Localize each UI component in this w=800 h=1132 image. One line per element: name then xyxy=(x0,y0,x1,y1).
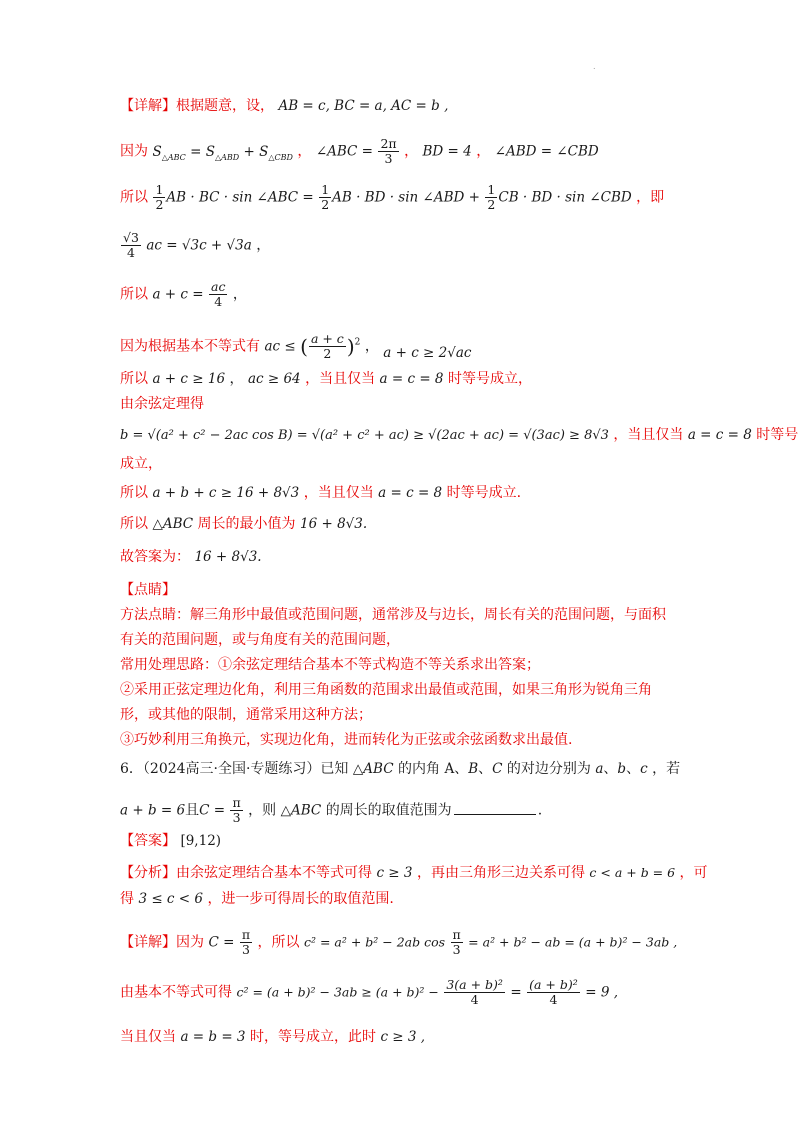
eq26b: = a² + b² − ab = (a + b)² − 3ab , xyxy=(468,934,678,950)
sep: 、 xyxy=(626,761,641,777)
remark-line-3 xyxy=(120,656,690,674)
remark-line-2 xyxy=(120,631,690,649)
text-min-perimeter: 周长的最小值为 xyxy=(197,516,296,532)
remark-line-1 xyxy=(120,606,690,624)
s-symbol-2: S xyxy=(205,143,215,160)
detail-line-3 xyxy=(120,1028,690,1046)
fraction-pi-3 xyxy=(451,928,463,957)
analysis-text: ，进一步可得周长的取值范围. xyxy=(207,891,394,907)
bd-value: BD = 4 xyxy=(422,143,472,160)
solution-line-6 xyxy=(120,332,690,361)
ineq6: a + c ≥ 2√ac xyxy=(383,344,472,361)
detail-line-2 xyxy=(120,978,690,1007)
text-equality-holds: 时等号成立. xyxy=(446,485,522,501)
remark-label xyxy=(120,581,690,599)
frac-num: π xyxy=(452,927,461,942)
c-range: 3 ≤ c < 6 xyxy=(138,891,203,907)
detail-text: 【详解】因为 xyxy=(120,934,204,951)
detail-text: ，所以 xyxy=(257,934,300,951)
frac-num: 1 xyxy=(155,182,164,197)
fraction-half xyxy=(485,183,497,212)
eq7: a = c = 8 xyxy=(379,371,444,387)
answer-value: [9,12) xyxy=(180,833,222,849)
sub-abd: △ABD xyxy=(214,152,240,162)
c-lt: c < a + b = 6 xyxy=(589,865,676,880)
equals: = xyxy=(510,984,522,1001)
frac-num: ac xyxy=(211,279,226,294)
ineq11: a + b + c ≥ 16 + 8√3 xyxy=(152,485,300,501)
text-then: ，则 xyxy=(248,802,277,819)
side-b: b xyxy=(617,761,627,777)
ineq7b: ac ≥ 64 xyxy=(247,371,301,387)
frac-num: 1 xyxy=(321,182,330,197)
remark-text: 常用处理思路：①余弦定理结合基本不等式构造不等关系求出答案； xyxy=(120,657,540,673)
eq27c: = 9 , xyxy=(585,984,618,1001)
frac-den: 2 xyxy=(155,197,164,212)
fraction-ac-4 xyxy=(209,280,227,309)
text-iff: ，当且仅当 xyxy=(303,485,374,501)
text-so: 所以 xyxy=(120,189,148,206)
angle-c: C xyxy=(492,761,503,777)
c-ge-3: c ≥ 3 xyxy=(376,865,413,881)
frac-den: 3 xyxy=(384,151,393,166)
frac-den: 2 xyxy=(487,197,496,212)
c-eq: C = xyxy=(199,802,226,819)
solution-line-4 xyxy=(120,231,690,260)
text-am-gm: 因为根据基本不等式有 xyxy=(120,338,260,355)
detail-text: 当且仅当 xyxy=(120,1029,176,1045)
eq9b: a = c = 8 xyxy=(687,427,752,443)
angles-equal: ∠ABD = ∠CBD xyxy=(494,143,599,160)
solution-line-8 xyxy=(120,395,690,413)
remark-line-5 xyxy=(120,706,690,724)
text-because: 因为 xyxy=(120,143,148,160)
text-namely: ，即 xyxy=(636,189,665,206)
solution-line-11 xyxy=(120,484,690,502)
text-answer-is: 故答案为： xyxy=(120,549,190,565)
eq26: c² = a² + b² − 2ab cos xyxy=(303,934,446,950)
text-if: ，若 xyxy=(652,761,681,777)
analysis-line-1 xyxy=(120,864,708,882)
square: 2 xyxy=(354,337,361,348)
solution-line-9 xyxy=(120,426,799,445)
text-equality: 时等号 xyxy=(756,427,799,443)
eq28a: a = b = 3 xyxy=(180,1029,246,1045)
s-symbol: S xyxy=(152,143,162,160)
remark-text: 有关的范围问题，或与角度有关的范围问题， xyxy=(120,632,400,648)
remark-line-4 xyxy=(120,681,690,699)
answer-line xyxy=(120,832,690,850)
text-holds: 成立， xyxy=(120,456,162,472)
detail-label: 【详解】根据题意，设， xyxy=(120,98,274,114)
comma: ， xyxy=(232,286,247,303)
frac-num: √3 xyxy=(123,230,139,245)
comma: ， xyxy=(476,143,491,160)
eq9: b = √(a² + c² − 2ac cos B) = √(a² + c² + ac) ≥ √(2ac + ac) = √(3ac) ≥ 8√3 xyxy=(120,428,609,443)
text-so: 所以 xyxy=(120,286,148,303)
sub-abc: △ABC xyxy=(161,152,186,162)
side-c: c xyxy=(640,761,648,777)
sep: 、 xyxy=(603,761,618,777)
fraction-half xyxy=(319,183,331,212)
comma: ， xyxy=(404,143,419,160)
eq11: a = c = 8 xyxy=(378,485,443,501)
math-setup: AB = c, BC = a, AC = b , xyxy=(278,98,449,114)
analysis-text: 【分析】由余弦定理结合基本不等式可得 xyxy=(120,865,372,881)
text-so: 所以 xyxy=(120,485,148,501)
frac-den: 3 xyxy=(452,942,461,957)
comma: ， xyxy=(297,143,312,160)
answer-value: 16 + 8√3. xyxy=(194,549,262,565)
problem-6-line-2 xyxy=(120,796,690,825)
frac-num: a + c xyxy=(310,331,344,346)
fraction-ab-4 xyxy=(527,978,580,1007)
sep: 、 xyxy=(478,761,493,777)
frac-den: 3 xyxy=(232,810,241,825)
analysis-text: ，可 xyxy=(679,865,708,881)
eq4: ac = √3c + √3a xyxy=(146,237,252,254)
frac-num: (a + b)² xyxy=(529,977,578,992)
answer-blank[interactable] xyxy=(454,802,536,815)
frac-den: 2 xyxy=(321,197,330,212)
text-cosine-law: 由余弦定理得 xyxy=(120,396,204,412)
eq3-part3: CB · BD · sin ∠CBD xyxy=(498,189,632,206)
detail-text: 时，等号成立，此时 xyxy=(249,1029,376,1045)
fraction-pi-3 xyxy=(230,796,242,825)
frac-den: 4 xyxy=(549,992,558,1007)
eq28b: c ≥ 3 , xyxy=(380,1029,426,1045)
fraction-half xyxy=(153,183,165,212)
fraction-3ab xyxy=(444,978,505,1007)
solution-line-12 xyxy=(120,515,690,533)
angle-b: B xyxy=(468,761,479,777)
solution-line-2 xyxy=(120,137,690,167)
solution-line-10 xyxy=(120,455,690,473)
solution-line-1 xyxy=(120,97,690,115)
triangle-abc: △ABC xyxy=(352,761,394,777)
analysis-text: 得 xyxy=(120,891,134,907)
paren-close: ) xyxy=(346,334,355,359)
remark-text: 方法点睛：解三角形中最值或范围问题，通常涉及与边长，周长有关的范围问题，与面积 xyxy=(120,607,666,623)
frac-num: 2π xyxy=(380,136,397,151)
fraction-ac-half xyxy=(309,332,346,361)
problem-6-line-1 xyxy=(120,760,690,778)
text-iff: ，当且仅当 xyxy=(305,371,376,387)
text-so: 所以 xyxy=(120,516,148,532)
remark-line-6 xyxy=(120,731,690,749)
angle-a: A xyxy=(444,761,455,777)
text-opposite-sides: 的对边分别为 xyxy=(506,761,591,777)
frac-den: 4 xyxy=(126,245,135,260)
solution-line-13 xyxy=(120,548,690,566)
comma: ， xyxy=(364,338,379,355)
c-eq: C = xyxy=(208,934,235,951)
frac-num: 3(a + b)² xyxy=(446,977,503,992)
text-interior-angles: 的内角 xyxy=(397,761,440,777)
frac-den: 4 xyxy=(214,294,223,309)
angle-abc: ∠ABC = xyxy=(315,143,373,160)
text-perimeter-range: 的周长的取值范围为 xyxy=(325,802,452,819)
ac-le: ac ≤ xyxy=(264,338,296,355)
detail-line-1 xyxy=(120,928,690,957)
triangle-abc: △ABC xyxy=(152,516,194,532)
eq27a: c² = (a + b)² − 3ab ≥ (a + b)² − xyxy=(236,984,439,1000)
fraction-2pi-3 xyxy=(378,137,398,166)
remark-title: 【点睛】 xyxy=(120,582,176,598)
s-symbol-3: S xyxy=(259,143,269,160)
text-and: 且 xyxy=(185,802,200,819)
frac-den: 3 xyxy=(241,942,250,957)
side-a: a xyxy=(595,761,604,777)
fraction-sqrt3-4 xyxy=(121,231,141,260)
answer-label: 【答案】 xyxy=(120,833,176,849)
period: . xyxy=(537,802,543,819)
solution-line-3 xyxy=(120,183,690,212)
analysis-text: ，再由三角形三边关系可得 xyxy=(416,865,585,881)
remark-text: ③巧妙利用三角换元，实现边化角，进而转化为正弦或余弦函数求出最值. xyxy=(120,732,573,748)
text-equality-holds: 时等号成立， xyxy=(447,371,532,387)
ineq7a: a + c ≥ 16 xyxy=(152,371,226,387)
sum-ab: a + b = 6 xyxy=(120,802,186,819)
frac-num: 1 xyxy=(487,182,496,197)
text-iff: ，当且仅当 xyxy=(613,427,684,443)
a-plus-c: a + c = xyxy=(152,286,204,303)
remark-text: 形，或其他的限制，通常采用这种方法； xyxy=(120,707,372,723)
triangle-abc: △ABC xyxy=(280,802,322,819)
solution-line-7: 所以 a + c ≥ 16 ， ac ≥ 64 ，当且仅当 a = c = 8 时等号成立， xyxy=(120,371,532,387)
detail-text: 由基本不等式可得 xyxy=(120,984,232,1001)
problem-intro: 6．（2024高三·全国·专题练习）已知 xyxy=(120,761,349,777)
analysis-line-2 xyxy=(120,890,690,908)
text-so: 所以 xyxy=(120,371,148,387)
area-sum: $S_{\triangle ABC} = S_{\triangle ABD} + S_{\triangle CBD}$ xyxy=(152,143,293,162)
eq3-part2: AB · BD · sin ∠ABD + xyxy=(332,189,480,206)
sub-cbd: △CBD xyxy=(268,152,293,162)
solution-line-5 xyxy=(120,280,690,309)
remark-text: ②采用正弦定理边化角，利用三角函数的范围求出最值或范围，如果三角形为锐角三角 xyxy=(120,682,652,698)
header-mark: . xyxy=(593,62,596,71)
paren-open: ( xyxy=(300,334,308,359)
fraction-pi-3 xyxy=(240,928,252,957)
min-perimeter-value: 16 + 8√3. xyxy=(300,516,368,532)
frac-den: 4 xyxy=(470,992,479,1007)
frac-den: 2 xyxy=(323,346,332,361)
sep: 、 xyxy=(454,761,469,777)
frac-num: π xyxy=(232,795,241,810)
frac-num: π xyxy=(241,927,251,942)
comma: ， xyxy=(256,237,271,254)
eq3-part1: AB · BC · sin ∠ABC = xyxy=(166,189,314,206)
